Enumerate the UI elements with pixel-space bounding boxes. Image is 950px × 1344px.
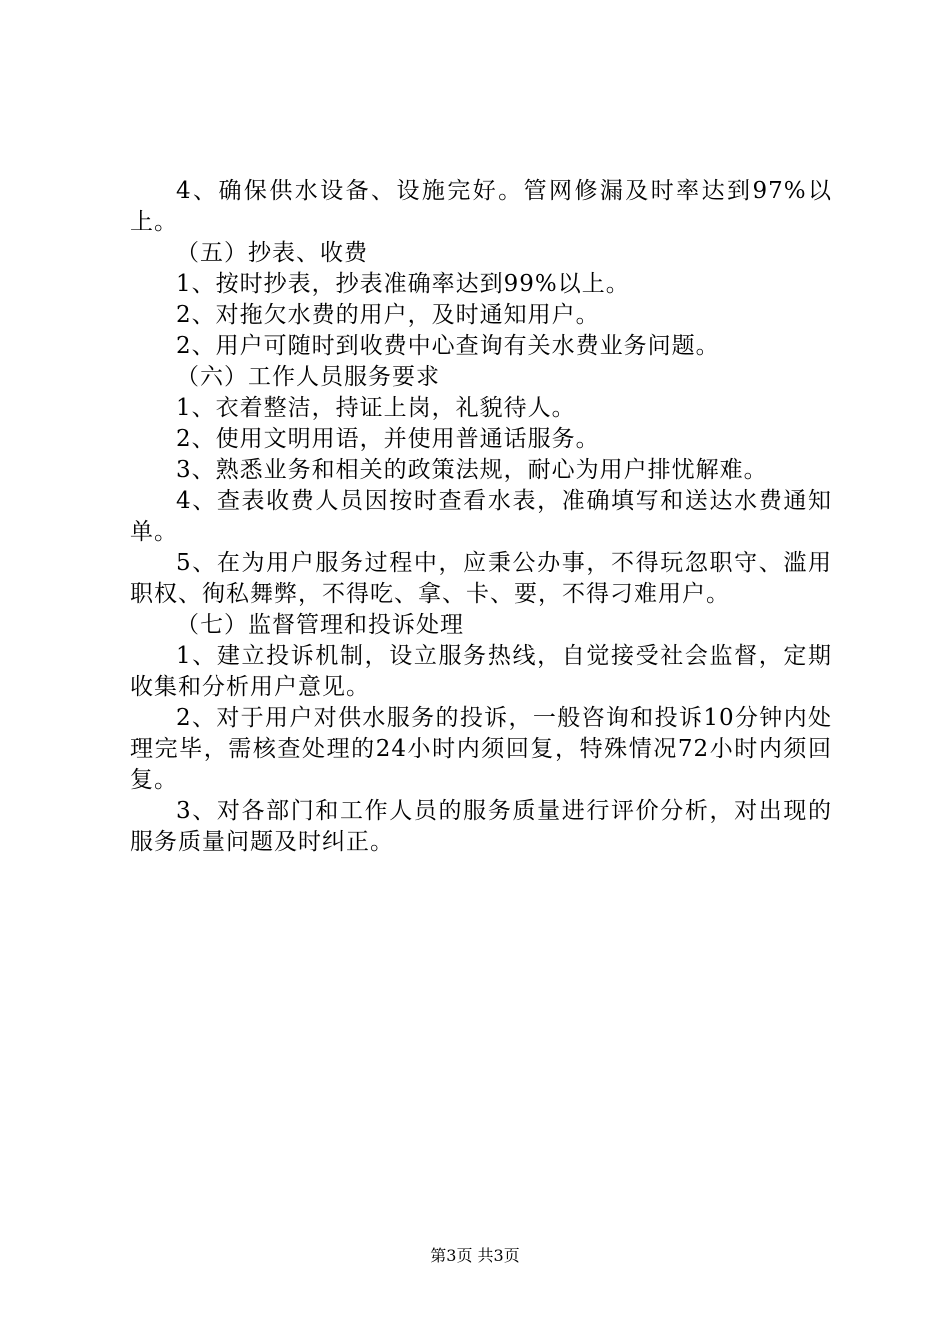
paragraph-quality-evaluation: 3、对各部门和工作人员的服务质量进行评价分析，对出现的服务质量问题及时纠正。 xyxy=(130,798,832,855)
paragraph-complaint-mechanism: 1、建立投诉机制，设立服务热线，自觉接受社会监督，定期收集和分析用户意见。 xyxy=(130,643,832,700)
paragraph-language: 2、使用文明用语，并使用普通话服务。 xyxy=(176,426,600,452)
section-heading-meter-billing: （五）抄表、收费 xyxy=(176,240,368,266)
paragraph-conduct: 5、在为用户服务过程中，应秉公办事，不得玩忽职守、滥用职权、徇私舞弊，不得吃、拿、卡、要，不得刁难用户。 xyxy=(130,550,832,607)
section-heading-supervision: （七）监督管理和投诉处理 xyxy=(176,612,464,638)
paragraph-billing-inquiry: 2、用户可随时到收费中心查询有关水费业务问题。 xyxy=(176,333,720,359)
section-heading-staff-requirements: （六）工作人员服务要求 xyxy=(176,364,440,390)
paragraph-arrears-notice: 2、对拖欠水费的用户，及时通知用户。 xyxy=(176,302,600,328)
page-footer: 第3页 共3页 xyxy=(430,1246,520,1265)
paragraph-equipment: 4、确保供水设备、设施完好。管网修漏及时率达到97%以上。 xyxy=(130,178,832,235)
paragraph-complaint-timing: 2、对于用户对供水服务的投诉，一般咨询和投诉10分钟内处理完毕，需核查处理的24小时内须回复，特殊情况72小时内须回复。 xyxy=(130,705,832,793)
paragraph-policy-knowledge: 3、熟悉业务和相关的政策法规，耐心为用户排忧解难。 xyxy=(176,457,768,483)
paragraph-meter-check: 4、查表收费人员因按时查看水表，准确填写和送达水费通知单。 xyxy=(130,488,832,545)
document-body xyxy=(130,176,832,858)
paragraph-meter-reading: 1、按时抄表，抄表准确率达到99%以上。 xyxy=(176,271,630,297)
paragraph-dress-code: 1、衣着整洁，持证上岗，礼貌待人。 xyxy=(176,395,576,421)
